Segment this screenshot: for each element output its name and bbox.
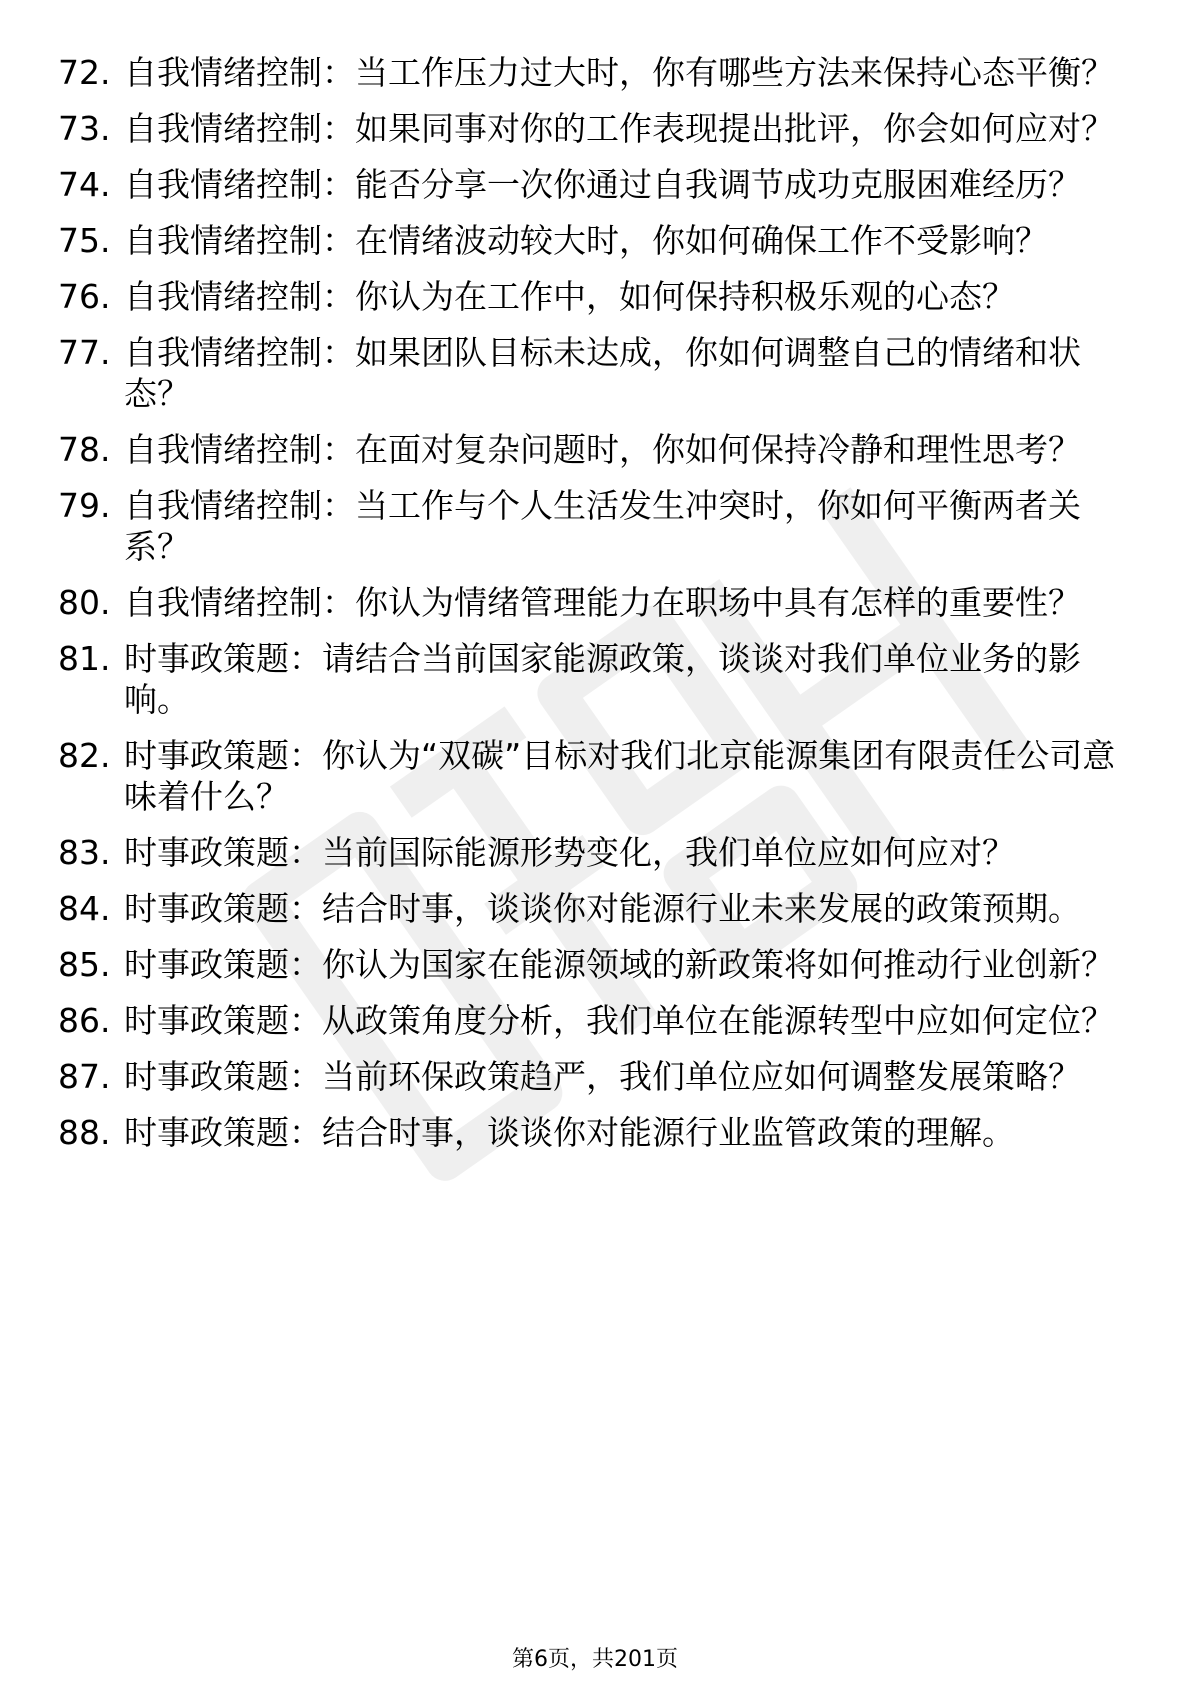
question-item-73 <box>58 108 1118 149</box>
question-number: 74. <box>58 165 111 204</box>
question-text: 自我情绪控制：你认为情绪管理能力在职场中具有怎样的重要性？ <box>124 583 1081 622</box>
question-item-85 <box>58 944 1118 985</box>
question-item-82 <box>58 735 1118 817</box>
question-item-80 <box>58 582 1118 623</box>
question-number: 73. <box>58 109 111 148</box>
question-item-72 <box>58 52 1118 93</box>
question-text: 时事政策题：当前国际能源形势变化，我们单位应如何应对？ <box>124 833 1015 872</box>
question-number: 85. <box>58 945 111 984</box>
question-number: 82. <box>58 736 111 775</box>
question-number: 88. <box>58 1113 111 1152</box>
question-item-78 <box>58 429 1118 470</box>
question-text: 时事政策题：从政策角度分析，我们单位在能源转型中应如何定位？ <box>124 1001 1114 1040</box>
question-item-86 <box>58 1000 1118 1041</box>
question-item-75 <box>58 220 1118 261</box>
question-number: 76. <box>58 277 111 316</box>
question-item-87 <box>58 1056 1118 1097</box>
question-text: 时事政策题：结合时事，谈谈你对能源行业监管政策的理解。 <box>124 1113 1015 1152</box>
question-text: 自我情绪控制：在情绪波动较大时，你如何确保工作不受影响？ <box>124 221 1048 260</box>
question-number: 87. <box>58 1057 111 1096</box>
question-item-77 <box>58 332 1118 414</box>
question-number: 83. <box>58 833 111 872</box>
question-list <box>58 52 1118 1168</box>
question-text: 自我情绪控制：如果同事对你的工作表现提出批评，你会如何应对？ <box>124 109 1114 148</box>
question-item-74 <box>58 164 1118 205</box>
question-text: 时事政策题：请结合当前国家能源政策，谈谈对我们单位业务的影响。 <box>124 639 1081 719</box>
question-text: 时事政策题：当前环保政策趋严，我们单位应如何调整发展策略？ <box>124 1057 1081 1096</box>
question-number: 84. <box>58 889 111 928</box>
question-text: 自我情绪控制：如果团队目标未达成，你如何调整自己的情绪和状态？ <box>124 333 1081 413</box>
question-item-79 <box>58 485 1118 567</box>
question-item-84 <box>58 888 1118 929</box>
question-text: 自我情绪控制：能否分享一次你通过自我调节成功克服困难经历？ <box>124 165 1081 204</box>
question-number: 80. <box>58 583 111 622</box>
question-item-88 <box>58 1112 1118 1153</box>
question-number: 79. <box>58 486 111 525</box>
question-item-83 <box>58 832 1118 873</box>
question-text: 时事政策题：你认为“双碳”目标对我们北京能源集团有限责任公司意味着什么？ <box>124 736 1116 816</box>
question-text: 时事政策题：你认为国家在能源领域的新政策将如何推动行业创新？ <box>124 945 1114 984</box>
question-text: 时事政策题：结合时事，谈谈你对能源行业未来发展的政策预期。 <box>124 889 1081 928</box>
question-item-81 <box>58 638 1118 720</box>
question-text: 自我情绪控制：当工作压力过大时，你有哪些方法来保持心态平衡？ <box>124 53 1114 92</box>
question-number: 77. <box>58 333 111 372</box>
question-number: 75. <box>58 221 111 260</box>
question-item-76 <box>58 276 1118 317</box>
question-number: 81. <box>58 639 111 678</box>
question-text: 自我情绪控制：在面对复杂问题时，你如何保持冷静和理性思考？ <box>124 430 1081 469</box>
page-footer: 第6页，共201页 <box>512 1647 678 1672</box>
question-text: 自我情绪控制：你认为在工作中，如何保持积极乐观的心态？ <box>124 277 1015 316</box>
question-number: 72. <box>58 53 111 92</box>
question-number: 78. <box>58 430 111 469</box>
question-number: 86. <box>58 1001 111 1040</box>
question-text: 自我情绪控制：当工作与个人生活发生冲突时，你如何平衡两者关系？ <box>124 486 1081 566</box>
